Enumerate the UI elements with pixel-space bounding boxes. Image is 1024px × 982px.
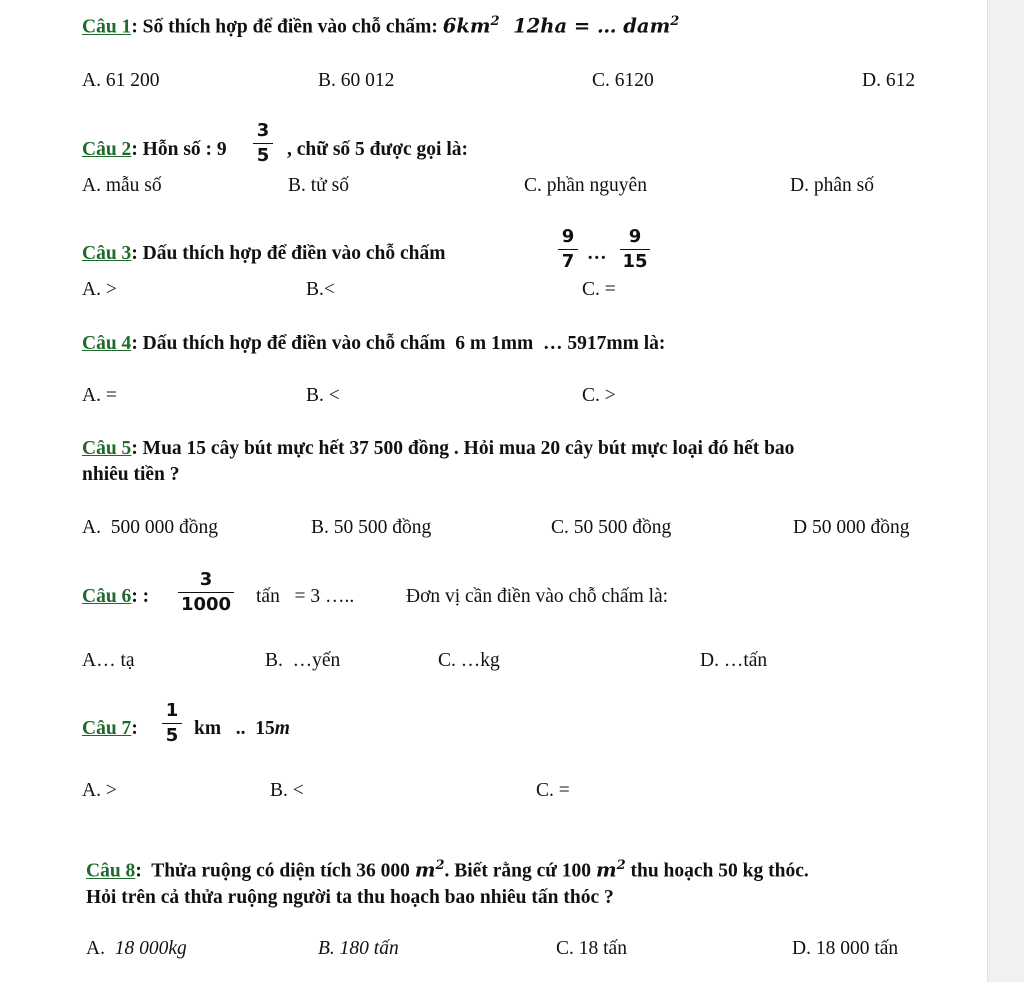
q2-option-a[interactable]: A. mẫu số bbox=[82, 175, 162, 196]
question-8-exp-2: 2 bbox=[616, 858, 626, 873]
q8-option-a-text bbox=[86, 938, 187, 959]
question-8-unit: m bbox=[414, 858, 436, 882]
question-7-label: Câu 7 bbox=[82, 718, 132, 739]
q7-option-b[interactable]: B. < bbox=[270, 780, 304, 801]
fraction-numerator: 9 bbox=[561, 226, 575, 247]
q8-option-b[interactable]: B. 180 tấn bbox=[318, 938, 399, 959]
fraction-denominator: 5 bbox=[165, 725, 179, 746]
question-1-text: : Số thích hợp để điền vào chỗ chấm: bbox=[131, 16, 443, 38]
question-1-expr-a: 6 bbox=[442, 14, 457, 38]
question-7 bbox=[82, 718, 138, 740]
q2-option-b[interactable]: B. tử số bbox=[288, 175, 349, 196]
fraction-denominator: 5 bbox=[256, 145, 270, 166]
question-6-text-c: Đơn vị cần điền vào chỗ chấm là: bbox=[406, 586, 669, 607]
question-1-expr-b: km bbox=[456, 14, 491, 38]
fraction-numerator: 3 bbox=[199, 569, 213, 590]
question-7-unit: m bbox=[274, 718, 290, 739]
question-7-text-a: : bbox=[131, 718, 138, 739]
q8-option-d[interactable]: D. 18 000 tấn bbox=[792, 938, 899, 959]
fraction-numerator: 3 bbox=[256, 120, 270, 141]
q3-option-b[interactable]: B.< bbox=[306, 279, 335, 300]
fraction-numerator: 9 bbox=[628, 226, 642, 247]
question-3-fraction-2 bbox=[620, 226, 650, 273]
q6-option-b[interactable]: B. …yến bbox=[265, 650, 341, 671]
question-1-expr-c: 12 bbox=[499, 14, 541, 38]
question-2-text-a: : Hỗn số : 9 bbox=[131, 139, 227, 160]
question-8-unit-2: m bbox=[595, 858, 617, 882]
question-3 bbox=[82, 243, 445, 265]
q2-option-d[interactable]: D. phân số bbox=[790, 175, 874, 196]
fraction-denominator: 7 bbox=[561, 251, 575, 272]
q2-option-c[interactable]: C. phần nguyên bbox=[524, 175, 647, 196]
q5-option-d[interactable]: D 50 000 đồng bbox=[793, 517, 910, 538]
question-3-label: Câu 3 bbox=[82, 243, 132, 264]
question-6 bbox=[82, 586, 149, 608]
q8-option-a-value: 18 000kg bbox=[114, 938, 187, 959]
q6-option-c[interactable]: C. …kg bbox=[438, 650, 500, 671]
question-3-dots: … bbox=[587, 243, 607, 264]
q1-option-b[interactable]: B. 60 012 bbox=[318, 70, 395, 91]
fraction-numerator: 1 bbox=[165, 700, 179, 721]
question-7-text-b-part: km .. 15 bbox=[194, 718, 275, 739]
q1-option-a[interactable]: A. 61 200 bbox=[82, 70, 160, 91]
q6-option-d[interactable]: D. …tấn bbox=[700, 650, 768, 671]
q7-option-a[interactable]: A. > bbox=[82, 780, 117, 801]
question-8-text-b: . Biết rằng cứ 100 bbox=[444, 860, 596, 882]
question-7-text-b bbox=[194, 718, 290, 740]
question-8-text-a: : Thửa ruộng có diện tích 36 000 bbox=[135, 860, 415, 882]
q8-option-a[interactable] bbox=[86, 938, 187, 960]
question-2-text-b: , chữ số 5 được gọi là: bbox=[287, 139, 468, 160]
question-7-fraction bbox=[162, 700, 182, 747]
question-8 bbox=[86, 858, 809, 883]
question-5-label: Câu 5 bbox=[82, 438, 132, 459]
question-1-expr-d: ha = … dam bbox=[540, 14, 671, 38]
question-1 bbox=[82, 14, 679, 39]
q1-option-d[interactable]: D. 612 bbox=[862, 70, 916, 91]
question-5-text-line1: : Mua 15 cây bút mực hết 37 500 đồng . Hỏi mua 20 cây bút mực loại đó hết bao bbox=[131, 438, 795, 459]
q1-option-c[interactable]: C. 6120 bbox=[592, 70, 654, 91]
fraction-denominator: 1000 bbox=[180, 594, 232, 615]
q8-option-c[interactable]: C. 18 tấn bbox=[556, 938, 627, 959]
question-6-fraction bbox=[178, 569, 234, 616]
q4-option-c[interactable]: C. > bbox=[582, 385, 616, 406]
question-4-label: Câu 4 bbox=[82, 333, 132, 354]
q3-option-a[interactable]: A. > bbox=[82, 279, 117, 300]
question-4 bbox=[82, 333, 665, 355]
question-8-text-c: thu hoạch 50 kg thóc. bbox=[625, 860, 809, 882]
fraction-denominator: 15 bbox=[622, 251, 648, 272]
q4-option-a[interactable]: A. = bbox=[82, 385, 117, 406]
question-5-text-line2: nhiêu tiền ? bbox=[82, 464, 180, 485]
q5-option-c[interactable]: C. 50 500 đồng bbox=[551, 517, 672, 538]
question-1-label: Câu 1 bbox=[82, 16, 132, 38]
q4-option-b[interactable]: B. < bbox=[306, 385, 340, 406]
question-5 bbox=[82, 438, 794, 460]
question-2 bbox=[82, 139, 227, 161]
question-8-text-line2: Hỏi trên cả thửa ruộng người ta thu hoạch bao nhiêu tấn thóc ? bbox=[86, 887, 614, 908]
question-6-label: Câu 6 bbox=[82, 586, 132, 607]
question-3-fraction-1 bbox=[558, 226, 578, 273]
question-1-exp2: 2 bbox=[670, 14, 680, 29]
q6-option-a[interactable]: A… tạ bbox=[82, 650, 135, 671]
question-6-text-b: tấn = 3 ….. bbox=[256, 586, 355, 607]
question-8-exp: 2 bbox=[435, 858, 445, 873]
q3-option-c[interactable]: C. = bbox=[582, 279, 616, 300]
q5-option-a[interactable]: A. 500 000 đồng bbox=[82, 517, 218, 538]
scrollbar-gutter[interactable] bbox=[987, 0, 1024, 982]
q7-option-c[interactable]: C. = bbox=[536, 780, 570, 801]
q8-option-a-letter: A. bbox=[86, 938, 115, 959]
q5-option-b[interactable]: B. 50 500 đồng bbox=[311, 517, 432, 538]
question-8-label: Câu 8 bbox=[86, 860, 136, 882]
question-1-exp: 2 bbox=[490, 14, 500, 29]
question-2-label: Câu 2 bbox=[82, 139, 132, 160]
question-3-text: : Dấu thích hợp để điền vào chỗ chấm bbox=[131, 243, 446, 264]
question-4-text: : Dấu thích hợp để điền vào chỗ chấm 6 m 1mm … 5917mm là: bbox=[131, 333, 666, 354]
question-2-fraction bbox=[253, 120, 273, 167]
question-6-text-a: : : bbox=[131, 586, 150, 607]
